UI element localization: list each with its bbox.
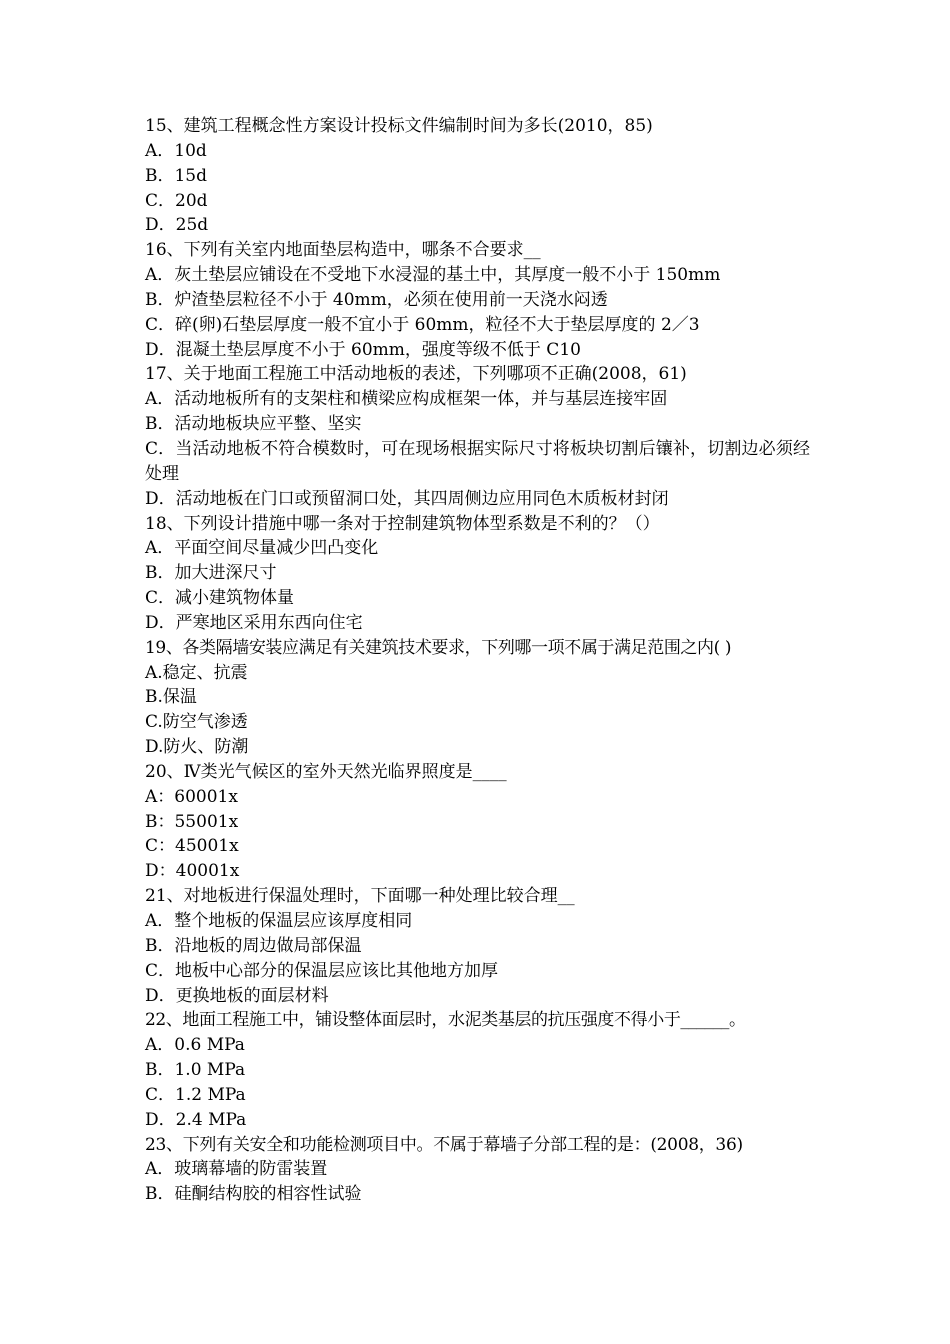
option-c: C．当活动地板不符合模数时，可在现场根据实际尺寸将板块切割后镶补，切割边必须经处理 — [145, 438, 810, 484]
option-c: C．碎(卵)石垫层厚度一般不宜小于 60mm，粒径不大于垫层厚度的 2／3 — [145, 314, 700, 335]
option-d: D．活动地板在门口或预留洞口处，其四周侧边应用同色木质板材封闭 — [145, 488, 669, 509]
question-22 — [145, 1008, 810, 1132]
option-a: A．整个地板的保温层应该厚度相同 — [145, 911, 413, 931]
option-c: C.防空气渗透 — [145, 712, 248, 733]
question-17 — [145, 362, 810, 511]
question-21 — [145, 884, 810, 1008]
option-b: B．1.0 MPa — [145, 1060, 246, 1081]
question-16 — [145, 238, 810, 362]
option-a: A.稳定、抗震 — [145, 662, 248, 683]
option-d: D．混凝土垫层厚度不小于 60mm，强度等级不低于 C10 — [145, 339, 581, 360]
question-stem: 17、关于地面工程施工中活动地板的表述，下列哪项不正确(2008，61) — [145, 364, 687, 385]
question-stem: 18、下列设计措施中哪一条对于控制建筑物体型系数是不利的？（） — [145, 513, 660, 534]
question-stem: 15、建筑工程概念性方案设计投标文件编制时间为多长(2010，85) — [145, 116, 653, 136]
option-b: B．加大进深尺寸 — [145, 563, 277, 584]
option-b: B．硅酮结构胶的相容性试验 — [145, 1184, 362, 1205]
option-a: A．灰土垫层应铺设在不受地下水浸湿的基土中，其厚度一般不小于 150mm — [145, 265, 721, 286]
option-b: B．炉渣垫层粒径不小于 40mm，必须在使用前一天浇水闷透 — [145, 289, 608, 310]
option-d: D．更换地板的面层材料 — [145, 985, 329, 1006]
option-c: C．减小建筑物体量 — [145, 588, 295, 609]
option-c: C．地板中心部分的保温层应该比其他地方加厚 — [145, 960, 499, 981]
option-b: B．活动地板块应平整、坚实 — [145, 414, 362, 435]
option-d: D：40001x — [145, 861, 240, 882]
option-c: C．1.2 MPa — [145, 1084, 246, 1105]
question-stem: 20、Ⅳ类光气候区的室外天然光临界照度是____ — [145, 761, 507, 782]
option-c: C．20d — [145, 190, 208, 211]
question-stem: 23、下列有关安全和功能检测项目中。不属于幕墙子分部工程的是：(2008，36) — [145, 1134, 743, 1155]
question-stem: 22、地面工程施工中，铺设整体面层时，水泥类基层的抗压强度不得小于______。 — [145, 1010, 746, 1031]
question-19 — [145, 636, 810, 760]
option-d: D.防火、防潮 — [145, 737, 249, 758]
option-b: B．15d — [145, 165, 208, 186]
option-d: D．2.4 MPa — [145, 1109, 247, 1130]
question-stem: 21、对地板进行保温处理时，下面哪一种处理比较合理__ — [145, 886, 575, 907]
option-a: A．活动地板所有的支架柱和横梁应构成框架一体，并与基层连接牢固 — [145, 389, 668, 410]
question-18 — [145, 512, 810, 636]
option-a: A．0.6 MPa — [145, 1035, 245, 1056]
option-a: A．平面空间尽量减少凹凸变化 — [145, 538, 379, 559]
option-d: D．25d — [145, 215, 209, 236]
question-stem: 19、各类隔墙安装应满足有关建筑技术要求，下列哪一项不属于满足范围之内( ) — [145, 637, 732, 658]
option-c: C：45001x — [145, 836, 239, 857]
option-b: B：55001x — [145, 811, 239, 832]
option-a: A．10d — [145, 140, 207, 161]
option-a: A：60001x — [145, 786, 238, 807]
option-b: B．沿地板的周边做局部保温 — [145, 935, 362, 956]
question-15 — [145, 114, 810, 238]
question-23 — [145, 1133, 810, 1208]
document-page — [145, 114, 810, 1207]
option-a: A．玻璃幕墙的防雷装置 — [145, 1159, 328, 1180]
option-d: D．严寒地区采用东西向住宅 — [145, 612, 363, 633]
question-stem: 16、下列有关室内地面垫层构造中，哪条不合要求__ — [145, 240, 541, 261]
question-20 — [145, 760, 810, 884]
option-b: B.保温 — [145, 687, 197, 708]
